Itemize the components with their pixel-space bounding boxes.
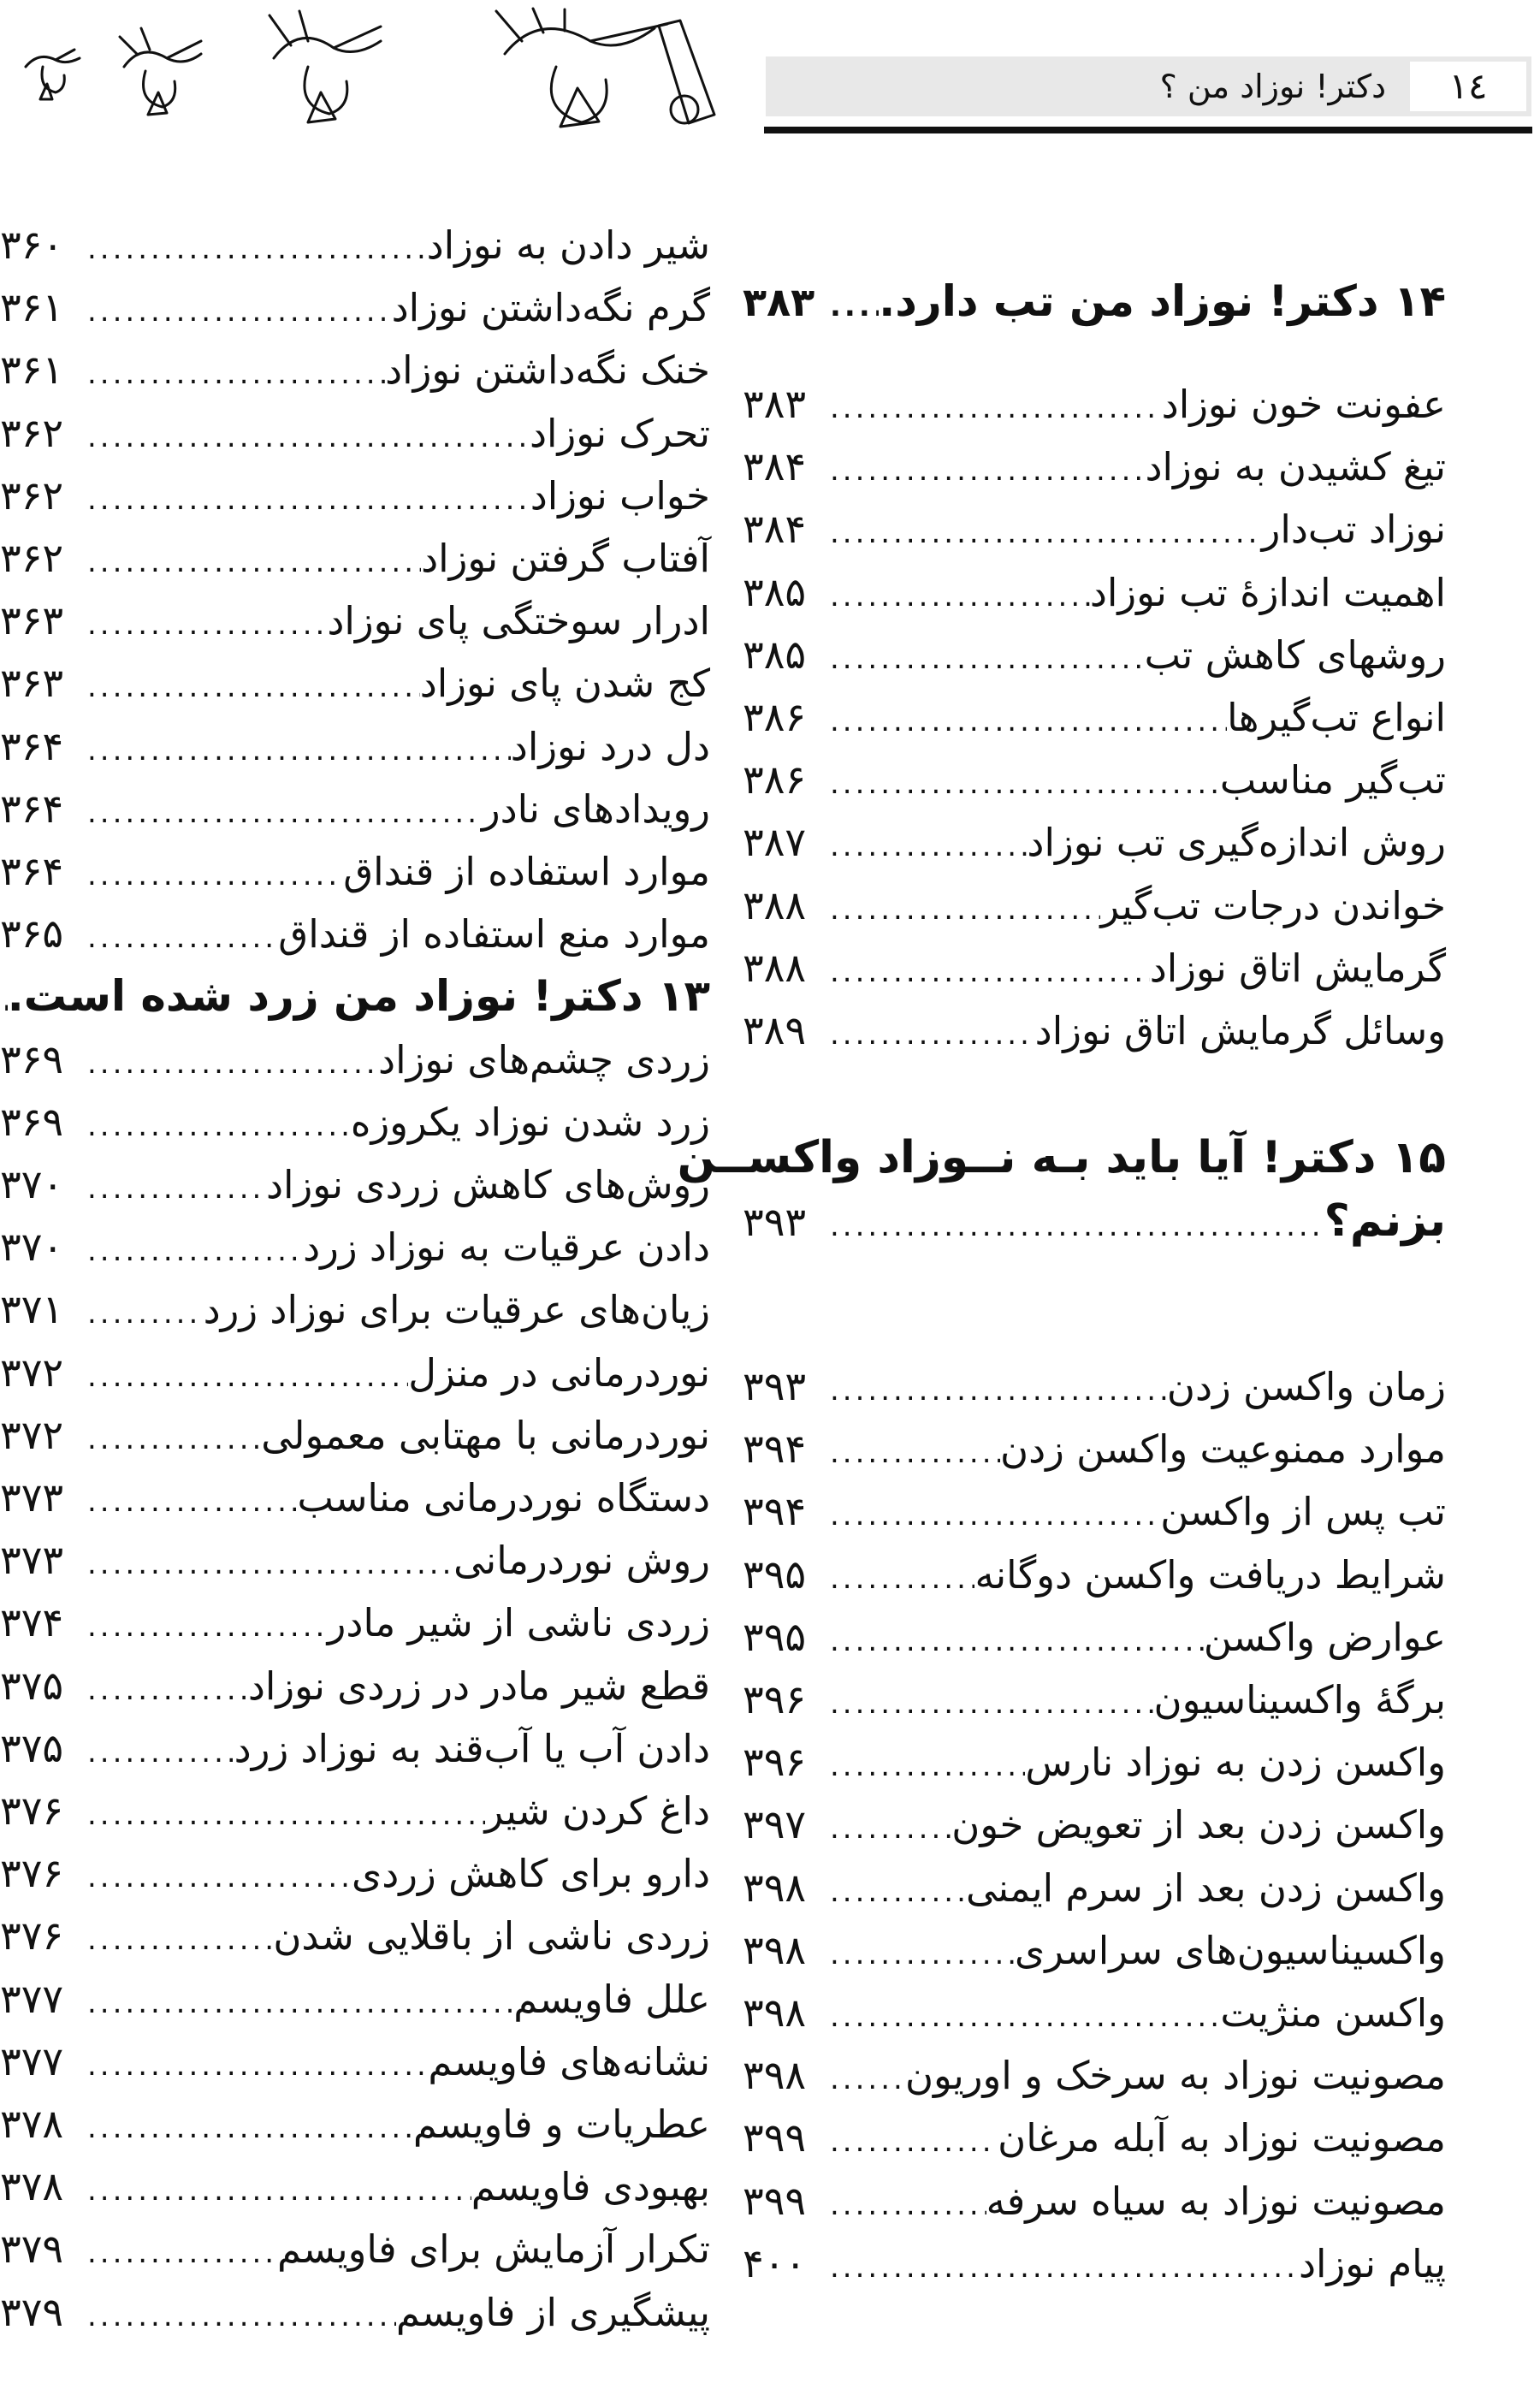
dot-leader: [82, 2160, 471, 2221]
toc-entry-title: تیغ کشیدن به نوزاد: [1145, 444, 1446, 490]
toc-entry: [0, 2155, 710, 2217]
dot-leader: [82, 2097, 413, 2159]
toc-entry-page: ۳۷۵: [0, 1662, 64, 1709]
toc-entry: [0, 1029, 710, 1090]
toc-entry: [0, 1905, 710, 1966]
toc-entry-title: علل فاویسم: [513, 1976, 710, 2022]
dot-leader: [82, 1346, 408, 1408]
toc-entry-page: ۳۸۳: [743, 279, 815, 325]
dot-leader: [825, 2048, 905, 2110]
toc-entry: [0, 2093, 710, 2155]
running-title: دکتر! نوزاد من ؟: [1159, 68, 1386, 105]
dot-leader: [825, 879, 1100, 940]
toc-entry: [0, 1529, 710, 1591]
toc-entry-title: روش اندازه‌گیری تب نوزاد: [1027, 820, 1446, 866]
stork-illustration-icon: [9, 7, 761, 135]
toc-entry: [0, 527, 710, 589]
dot-leader: [825, 1610, 1204, 1672]
toc-entry-title: برگهٔ واکسیناسیون: [1153, 1677, 1446, 1722]
toc-entry-title: داغ کردن شیر: [484, 1788, 710, 1834]
toc-entry-title: مصونیت نوزاد به سیاه سرفه: [986, 2178, 1446, 2224]
dot-leader: [825, 1195, 1324, 1258]
toc-entry-title: تب پس از واکسن: [1160, 1489, 1446, 1535]
dot-leader: [82, 1158, 266, 1219]
dot-leader: [82, 281, 392, 342]
toc-entry-page: ۳۷۰: [0, 1224, 64, 1271]
dot-leader: [82, 406, 530, 468]
toc-entry-page: ۳۶۴: [0, 722, 64, 769]
toc-entry: [743, 2232, 1446, 2294]
chapter-title-line: ۱۵ دکتر! آیا باید بـه نــوزاد واکســن: [677, 1132, 1446, 1183]
dot-leader: [82, 1909, 273, 1971]
toc-chapter-heading: [0, 965, 710, 1027]
toc-entry: [0, 652, 710, 714]
dot-leader: [825, 691, 1227, 752]
toc-entry-page: ۳۶۲: [0, 535, 64, 581]
toc-entry-page: ۳۶۳: [0, 660, 64, 707]
toc-entry-title: موارد ممنوعیت واکسن زدن: [1000, 1426, 1446, 1473]
page-header: [0, 0, 1540, 145]
dot-leader: [825, 566, 1090, 627]
toc-entry-title: بهبودی فاویسم: [471, 2164, 710, 2210]
toc-entry-title: زردی ناشی از شیر مادر: [327, 1600, 710, 1646]
toc-entry: [0, 402, 710, 464]
dot-leader: [825, 815, 1027, 877]
dot-leader: [825, 1986, 1220, 2048]
toc-entry-page: ۳۶۹: [0, 1098, 64, 1145]
dot-leader: [825, 1360, 1167, 1421]
toc-entry-page: ۳۶۳: [0, 597, 64, 644]
toc-entry-page: ۳۶۵: [0, 910, 64, 957]
toc-entry-title: واکسن زدن به نوزاد نارس: [1025, 1740, 1446, 1786]
dot-leader: [82, 2285, 396, 2347]
toc-entry: [743, 999, 1446, 1061]
toc-entry: [743, 686, 1446, 748]
toc-entry: [0, 1655, 710, 1716]
dot-leader: [82, 1408, 261, 1470]
toc-entry-title: زردی چشم‌های نوزاد: [378, 1036, 710, 1082]
dot-leader: [82, 782, 482, 844]
toc-entry-page: ۳۹۸: [743, 2052, 807, 2099]
dot-leader: [82, 1471, 298, 1533]
toc-entry-page: ۳۸۶: [743, 694, 807, 740]
toc-entry: [743, 937, 1446, 999]
dot-leader: [82, 2035, 428, 2096]
toc-entry: [743, 498, 1446, 560]
toc-entry-title: واکسن منژیت: [1220, 1990, 1446, 2036]
toc-entry-title: دادن عرقیات به نوزاد زرد: [303, 1224, 710, 1271]
toc-entry-title: گرم نگه‌داشتن نوزاد: [391, 285, 710, 331]
toc-entry-title: دل درد نوزاد: [510, 723, 710, 769]
dot-leader: [0, 970, 8, 1032]
chapter-title-line: [743, 1189, 1446, 1253]
dot-leader: [825, 1673, 1154, 1734]
dot-leader: [82, 1722, 234, 1783]
dot-leader: [82, 218, 427, 280]
toc-entry: [0, 1842, 710, 1904]
toc-entry-page: ۳۷۶: [0, 1787, 64, 1834]
toc-chapter-heading: [743, 270, 1446, 332]
toc-entry: [0, 715, 710, 777]
dot-leader: [82, 845, 343, 906]
toc-entry-page: ۳۸۴: [743, 443, 807, 490]
toc-entry-page: ۳۷۶: [0, 1850, 64, 1897]
toc-entry-page: ۳۹۸: [743, 1864, 807, 1911]
dot-leader: [825, 1548, 974, 1610]
toc-entry-title: ۱۴ دکتر! نوزاد من تب دارد.: [879, 276, 1446, 326]
toc-entry: [0, 276, 710, 338]
toc-entry-title: زمان واکسن زدن: [1166, 1364, 1446, 1409]
toc-entry-title: نشانه‌های فاویسم: [428, 2038, 710, 2084]
toc-entry-title: گرمایش اتاق نوزاد: [1149, 945, 1446, 991]
toc-entry-title: مصونیت نوزاد به آبله مرغان: [998, 2115, 1446, 2161]
toc-entry-title: نوردرمانی در منزل: [408, 1349, 710, 1396]
toc-entry: [0, 339, 710, 400]
toc-entry: [0, 590, 710, 651]
toc-entry: [0, 2218, 710, 2280]
toc-entry: [0, 214, 710, 276]
toc-entry-page: ۳۷۹: [0, 2288, 64, 2335]
toc-entry-title: خنک نگه‌داشتن نوزاد: [385, 347, 710, 394]
toc-entry-title: ادرار سوختگی پای نوزاد: [327, 598, 710, 644]
toc-entry: [0, 1592, 710, 1653]
dot-leader: [825, 377, 1162, 439]
dot-leader: [825, 753, 1220, 815]
dot-leader: [825, 1485, 1160, 1546]
toc-entry: [743, 1418, 1446, 1479]
toc-entry-page: ۳۷۰: [0, 1161, 64, 1207]
toc-entry: [0, 1091, 710, 1153]
toc-entry: [0, 2031, 710, 2092]
toc-entry: [0, 1780, 710, 1841]
dot-leader: [825, 2237, 1299, 2298]
toc-entry: [0, 1717, 710, 1779]
toc-entry: [0, 778, 710, 839]
dot-leader: [825, 1861, 966, 1923]
dot-leader: [825, 2111, 998, 2173]
toc-entry-page: ۳۸۸: [743, 944, 807, 991]
toc-entry-page: ۳۶۴: [0, 848, 64, 894]
toc-entry-page: ۳۶۱: [0, 347, 64, 394]
toc-entry-page: ۳۹۶: [743, 1739, 807, 1786]
dot-leader: [82, 1283, 204, 1344]
toc-entry-title: زرد شدن نوزاد یکروزه: [350, 1099, 710, 1145]
toc-entry-page: ۳۷۷: [0, 1975, 64, 2022]
page-number: ١٤: [1448, 65, 1488, 107]
toc-entry-title: آفتاب گرفتن نوزاد: [421, 536, 710, 581]
toc-entry-title: واکسیناسیون‌های سراسری: [1014, 1927, 1446, 1973]
toc-entry: [0, 903, 710, 964]
toc-entry-page: ۳۹۸: [743, 1989, 807, 2036]
toc-entry-page: ۳۷۶: [0, 1912, 64, 1959]
dot-leader: [825, 1422, 1000, 1484]
toc-entry-title: زردی ناشی از باقلایی شدن: [273, 1913, 710, 1959]
toc-entry: [743, 874, 1446, 936]
toc-entry-page: ۳۷۴: [0, 1599, 64, 1646]
toc-entry-title: مصونیت نوزاد به سرخک و اوریون: [904, 2053, 1446, 2099]
toc-entry-title: خواب نوزاد: [530, 472, 710, 519]
dot-leader: [825, 628, 1145, 690]
toc-entry-title: تکرار آزمایش برای فاویسم: [277, 2226, 710, 2273]
toc-entry-page: ۳۹۹: [743, 2114, 807, 2161]
toc-entry-title: ۱۳ دکتر! نوزاد من زرد شده است.: [7, 971, 710, 1022]
header-rule: [764, 127, 1532, 133]
toc-entry: [743, 1982, 1446, 2043]
toc-entry: [0, 840, 710, 902]
toc-entry-page: ۳۹۵: [743, 1550, 807, 1598]
dot-leader: [825, 1924, 1015, 1985]
dot-leader: [82, 656, 420, 718]
toc-entry-page: ۳۷۸: [0, 2101, 64, 2147]
toc-entry-title: روشهای کاهش تب: [1144, 631, 1446, 678]
toc-entry: [743, 1793, 1446, 1855]
dot-leader: [82, 1095, 351, 1157]
toc-entry-page: ۳۷۳: [0, 1537, 64, 1584]
toc-entry-page: ۳۸۳: [743, 381, 807, 427]
toc-entry: [743, 1355, 1446, 1417]
toc-entry-title: قطع شیر مادر در زردی نوزاد: [247, 1663, 710, 1709]
toc-entry: [743, 373, 1446, 435]
toc-entry-page: ۳۷۲: [0, 1349, 64, 1396]
toc-entry-title: عطریات و فاویسم: [412, 2102, 710, 2147]
dot-leader: [82, 469, 530, 531]
toc-entry-title: اهمیت اندازهٔ تب نوزاد: [1089, 569, 1446, 615]
toc-entry-page: ۳۷۵: [0, 1724, 64, 1771]
toc-entry-title: رویدادهای نادر: [481, 786, 710, 832]
dot-leader: [82, 343, 385, 405]
dot-leader: [825, 276, 879, 337]
toc-entry: [0, 1404, 710, 1466]
dot-leader: [82, 1033, 378, 1094]
toc-entry-page: ۳۶۱: [0, 284, 64, 331]
dot-leader: [82, 1659, 248, 1721]
toc-entry-page: ۳۸۸: [743, 881, 807, 928]
toc-entry-page: ۳۸۷: [743, 819, 807, 866]
toc-entry: [743, 749, 1446, 810]
toc-entry-page: ۳۶۴: [0, 785, 64, 832]
dot-leader: [82, 1533, 453, 1595]
toc-entry-page: ۳۷۷: [0, 2037, 64, 2084]
toc-entry-title: وسائل گرمایش اتاق نوزاد: [1034, 1008, 1446, 1053]
toc-entry-page: ۴۰۰: [743, 2239, 807, 2286]
toc-entry-page: ۳۷۱: [0, 1286, 64, 1333]
toc-entry-page: ۳۹۶: [743, 1676, 807, 1722]
toc-entry: [743, 624, 1446, 685]
dot-leader: [82, 531, 421, 593]
toc-entry: [743, 1544, 1446, 1605]
dot-leader: [82, 2222, 277, 2284]
dot-leader: [825, 1004, 1035, 1065]
toc-entry: [743, 1480, 1446, 1542]
toc-entry: [743, 2170, 1446, 2232]
toc-entry-title: شرایط دریافت واکسن دوگانه: [974, 1551, 1446, 1598]
toc-entry-page: ۳۷۸: [0, 2163, 64, 2210]
dot-leader: [82, 1220, 303, 1282]
toc-entry-title: دارو برای کاهش زردی: [352, 1851, 710, 1897]
toc-entry-page: ۳۶۲: [0, 471, 64, 519]
toc-entry-title: زیان‌های عرقیات برای نوزاد زرد: [203, 1287, 710, 1333]
dot-leader: [82, 1596, 328, 1657]
toc-entry: [0, 1153, 710, 1215]
toc-entry-title: کج شدن پای نوزاد: [419, 661, 710, 707]
toc-entry: [743, 1606, 1446, 1668]
toc-entry-page: ۳۹۵: [743, 1613, 807, 1660]
dot-leader: [82, 1972, 513, 2034]
toc-entry-title: شیر دادن به نوزاد: [426, 222, 710, 268]
toc-entry-title: خواندن درجات تب‌گیر: [1100, 882, 1446, 928]
toc-entry-title: تحرک نوزاد: [529, 410, 710, 456]
toc-entry-title: پیام نوزاد: [1298, 2240, 1446, 2286]
toc-entry-page: ۳۸۹: [743, 1007, 807, 1053]
toc-entry-page: ۳۹۸: [743, 1926, 807, 1973]
toc-entry-title: نوزاد تب‌دار: [1261, 507, 1446, 553]
toc-entry: [743, 436, 1446, 497]
dot-leader: [82, 1847, 352, 1908]
toc-entry-page: ۳۷۹: [0, 2226, 64, 2273]
toc-entry: [743, 1669, 1446, 1730]
chapter-title-text: بزنم؟: [1324, 1195, 1446, 1247]
toc-entry-page: ۳۹۴: [743, 1426, 807, 1473]
toc-entry-page: ۳۷۳: [0, 1474, 64, 1521]
toc-entry-page: ۳۸۴: [743, 506, 807, 553]
toc-entry-title: واکسن زدن بعد از تعویض خون: [951, 1802, 1446, 1848]
toc-chapter-heading: [677, 1126, 1446, 1253]
toc-entry-title: عفونت خون نوزاد: [1161, 382, 1446, 427]
toc-entry: [743, 1919, 1446, 1981]
dot-leader: [825, 1735, 1025, 1797]
toc-entry-title: روش نوردرمانی: [453, 1538, 710, 1584]
toc-entry: [743, 811, 1446, 873]
toc-entry-page: ۳۸۶: [743, 756, 807, 803]
toc-entry-page: ۳۸۵: [743, 568, 807, 615]
dot-leader: [825, 2174, 986, 2236]
toc-entry-page: ۳۹۹: [743, 2177, 807, 2224]
toc-entry: [0, 2281, 710, 2343]
toc-entry: [0, 1278, 710, 1340]
toc-entry-page: ۳۶۹: [0, 1035, 64, 1082]
toc-entry-title: دستگاه نوردرمانی مناسب: [297, 1475, 710, 1521]
toc-entry: [743, 2044, 1446, 2106]
toc-entry-title: پیشگیری از فاویسم: [395, 2289, 710, 2335]
toc-entry: [743, 561, 1446, 623]
dot-leader: [825, 440, 1146, 501]
toc-entry-page: ۳۶۲: [0, 409, 64, 456]
toc-entry: [743, 1731, 1446, 1793]
toc-entry: [0, 465, 710, 526]
dot-leader: [82, 720, 511, 781]
toc-entry: [0, 1467, 710, 1528]
toc-entry-page: ۳۸۵: [743, 631, 807, 678]
toc-entry-title: انواع تب‌گیرها: [1227, 695, 1446, 740]
toc-entry-page: ۳۶۰: [0, 222, 64, 268]
toc-entry-page: ۳۹۳: [743, 1199, 807, 1245]
toc-entry-title: روش‌های کاهش زردی نوزاد: [266, 1162, 710, 1207]
toc-entry-title: واکسن زدن بعد از سرم ایمنی: [965, 1865, 1446, 1911]
dot-leader: [825, 1798, 951, 1859]
toc-entry-title: نوردرمانی با مهتابی معمولی: [261, 1412, 710, 1458]
toc-entry-title: دادن آب یا آب‌قند به نوزاد زرد: [234, 1725, 710, 1771]
toc-entry-title: تب‌گیر مناسب: [1219, 757, 1446, 803]
toc-entry-title: موارد منع استفاده از قنداق: [278, 911, 710, 957]
toc-entry: [743, 2107, 1446, 2168]
toc-entry-page: ۳۹۳: [743, 1363, 807, 1409]
dot-leader: [82, 907, 278, 969]
toc-entry-page: ۳۷۲: [0, 1411, 64, 1458]
toc-entry: [743, 1857, 1446, 1918]
toc-entry-page: ۳۹۴: [743, 1488, 807, 1535]
dot-leader: [825, 502, 1262, 564]
toc-entry: [0, 1342, 710, 1403]
toc-entry-page: ۳۹۷: [743, 1801, 807, 1848]
dot-leader: [82, 1784, 485, 1846]
toc-entry: [0, 1968, 710, 2030]
toc-entry-title: موارد استفاده از قنداق: [343, 849, 710, 894]
dot-leader: [82, 594, 327, 655]
toc-entry-title: عوارض واکسن: [1203, 1614, 1446, 1660]
dot-leader: [825, 941, 1150, 1003]
toc-entry: [0, 1216, 710, 1278]
